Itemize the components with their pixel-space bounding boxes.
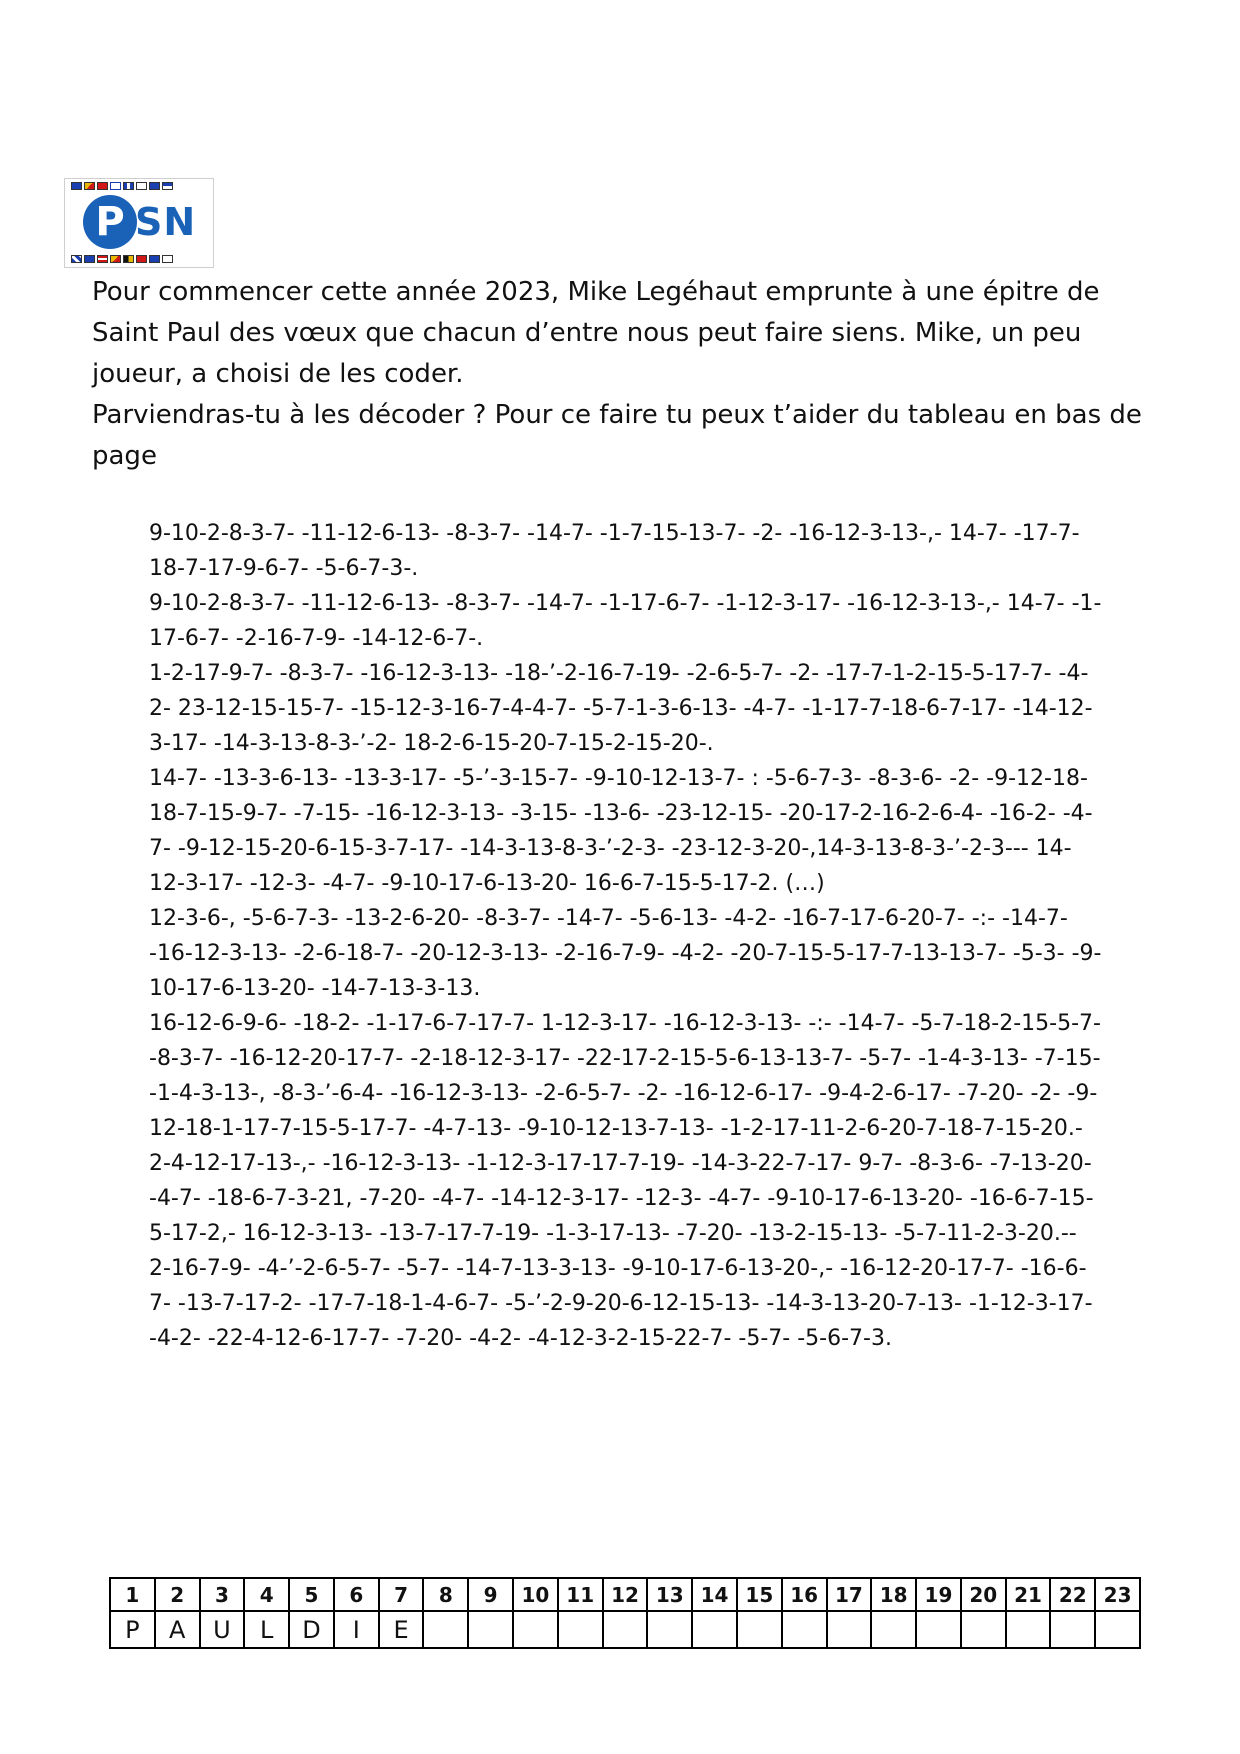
key-number-cell: 19 [916,1578,961,1611]
key-letter-cell[interactable] [1095,1611,1140,1648]
key-number-cell: 12 [603,1578,648,1611]
code-paragraph: 2-4-12-17-13-,- -16-12-3-13- -1-12-3-17-17-7-19- -14-3-22-7-17- 9-7- -8-3-6- -7-13-20- -4-7- -18-6-7-3-21, -7-20- -4-7- -14-12-3-17- -12-3- -4-7- -9-10-17-6-13-20- -16-6-7-15-5-17-2,- 16-12-3-13- -13-7-17-7-19- -1-3-17-13- -7-20- -13-2-15-13- -5-7-11-2-3-20.-- [149,1151,1094,1246]
code-paragraph: 9-10-2-8-3-7- -11-12-6-13- -8-3-7- -14-7- -1-7-15-13-7- -2- -16-12-3-13-,- 14-7- -17-7-18-7-17-9-6-7- -5-6-7-3-. [149,521,1080,581]
key-letter-cell[interactable] [1050,1611,1095,1648]
code-paragraph: 16-12-6-9-6- -18-2- -1-17-6-7-17-7- 1-12-3-17- -16-12-3-13- -:- -14-7- -5-7-18-2-15-5-7- -8-3-7- -16-12-20-17-7- -2-18-12-3-17- -22-17-2-15-5-6-13-13-7- -5-7- -1-4-3-13- -7-15- -1-4-3-13-, -8-3-’-6-4- -16-12-3-13- -2-6-5-7- -2- -16-12-6-17- -9-4-2-6-17- -7-20- -2- -9-12-18-1-17-7-15-5-17-7- -4-7-13- -9-10-12-13-7-13- -1-2-17-11-2-6-20-7-18-7-15-20.- [149,1011,1101,1141]
logo-text: SN [135,200,197,244]
logo-letter: P [95,199,125,245]
key-letter-cell[interactable] [468,1611,513,1648]
key-letter-cell[interactable] [916,1611,961,1648]
key-letter-cell[interactable] [961,1611,1006,1648]
signal-flags-top [71,182,173,190]
key-letter-cell[interactable] [1006,1611,1051,1648]
key-number-cell: 22 [1050,1578,1095,1611]
code-paragraph: 14-7- -13-3-6-13- -13-3-17- -5-’-3-15-7- -9-10-12-13-7- : -5-6-7-3- -8-3-6- -2- -9-12-18-18-7-15-9-7- -7-15- -16-12-3-13- -3-15- -13-6- -23-12-15- -20-17-2-16-2-6-4- -16-2- -4-7- -9-12-15-20-6-15-3-7-17- -14-3-13-8-3-’-2-3- -23-12-3-20-,14-3-13-8-3-’-2-3--- 14-12-3-17- -12-3- -4-7- -9-10-17-6-13-20- 16-6-7-15-5-17-2. (…) [149,766,1093,896]
key-number-cell: 8 [423,1578,468,1611]
code-paragraph: 12-3-6-, -5-6-7-3- -13-2-6-20- -8-3-7- -14-7- -5-6-13- -4-2- -16-7-17-6-20-7- -:- -14-7- -16-12-3-13- -2-6-18-7- -20-12-3-13- -2-16-7-9- -4-2- -20-7-15-5-17-7-13-13-7- -5-3- -9-10-17-6-13-20- -14-7-13-3-13. [149,906,1102,1001]
key-letter-cell[interactable]: I [334,1611,379,1648]
key-number-cell: 11 [558,1578,603,1611]
key-number-cell: 6 [334,1578,379,1611]
decoding-table [109,1577,1141,1649]
key-letter-cell[interactable]: L [244,1611,289,1648]
intro-text [92,272,1152,477]
key-letter-cell[interactable] [737,1611,782,1648]
key-number-cell: 16 [782,1578,827,1611]
key-letter-cell[interactable]: E [379,1611,424,1648]
key-number-cell: 23 [1095,1578,1140,1611]
key-letter-cell[interactable] [827,1611,872,1648]
key-number-cell: 2 [155,1578,200,1611]
key-number-cell: 7 [379,1578,424,1611]
code-paragraph: 2-16-7-9- -4-’-2-6-5-7- -5-7- -14-7-13-3-13- -9-10-17-6-13-20-,- -16-12-20-17-7- -16-6-7- -13-7-17-2- -17-7-18-1-4-6-7- -5-’-2-9-20-6-12-15-13- -14-3-13-20-7-13- -1-12-3-17- -4-2- -22-4-12-6-17-7- -7-20- -4-2- -4-12-3-2-15-22-7- -5-7- -5-6-7-3. [149,1256,1093,1351]
key-number-cell: 13 [647,1578,692,1611]
key-letter-cell[interactable] [647,1611,692,1648]
key-number-cell: 4 [244,1578,289,1611]
intro-paragraph-2: Parviendras-tu à les décoder ? Pour ce faire tu peux t’aider du tableau en bas de page [92,400,1142,471]
key-letter-cell[interactable]: D [289,1611,334,1648]
key-letter-cell[interactable] [871,1611,916,1648]
key-number-cell: 15 [737,1578,782,1611]
key-letter-cell[interactable] [558,1611,603,1648]
key-letter-cell[interactable]: A [155,1611,200,1648]
key-number-cell: 20 [961,1578,1006,1611]
key-number-cell: 14 [692,1578,737,1611]
key-letter-cell[interactable] [782,1611,827,1648]
key-number-cell: 5 [289,1578,334,1611]
key-number-cell: 9 [468,1578,513,1611]
key-number-cell: 1 [110,1578,155,1611]
key-letter-cell[interactable] [692,1611,737,1648]
key-number-cell: 3 [200,1578,245,1611]
code-paragraph: 1-2-17-9-7- -8-3-7- -16-12-3-13- -18-’-2-16-7-19- -2-6-5-7- -2- -17-7-1-2-15-5-17-7- -4-2- 23-12-15-15-7- -15-12-3-16-7-4-4-7- -5-7-1-3-6-13- -4-7- -1-17-7-18-6-7-17- -14-12-3-17- -14-3-13-8-3-’-2- 18-2-6-15-20-7-15-2-15-20-. [149,661,1093,756]
key-number-cell: 18 [871,1578,916,1611]
signal-flags-bottom [71,255,173,263]
key-number-cell: 10 [513,1578,558,1611]
intro-paragraph-1: Pour commencer cette année 2023, Mike Legéhaut emprunte à une épitre de Saint Paul des vœux que chacun d’entre nous peut faire siens. Mike, un peu joueur, a choisi de les coder. [92,277,1100,389]
key-letter-cell[interactable]: U [200,1611,245,1648]
psn-logo [64,178,214,268]
number-row [110,1578,1140,1611]
key-letter-cell[interactable] [513,1611,558,1648]
key-letter-cell[interactable] [603,1611,648,1648]
key-number-cell: 17 [827,1578,872,1611]
coded-message [149,516,1104,1356]
code-paragraph: 9-10-2-8-3-7- -11-12-6-13- -8-3-7- -14-7- -1-17-6-7- -1-12-3-17- -16-12-3-13-,- 14-7- -1-17-6-7- -2-16-7-9- -14-12-6-7-. [149,591,1102,651]
letter-row [110,1611,1140,1648]
key-letter-cell[interactable] [423,1611,468,1648]
key-number-cell: 21 [1006,1578,1051,1611]
key-letter-cell[interactable]: P [110,1611,155,1648]
